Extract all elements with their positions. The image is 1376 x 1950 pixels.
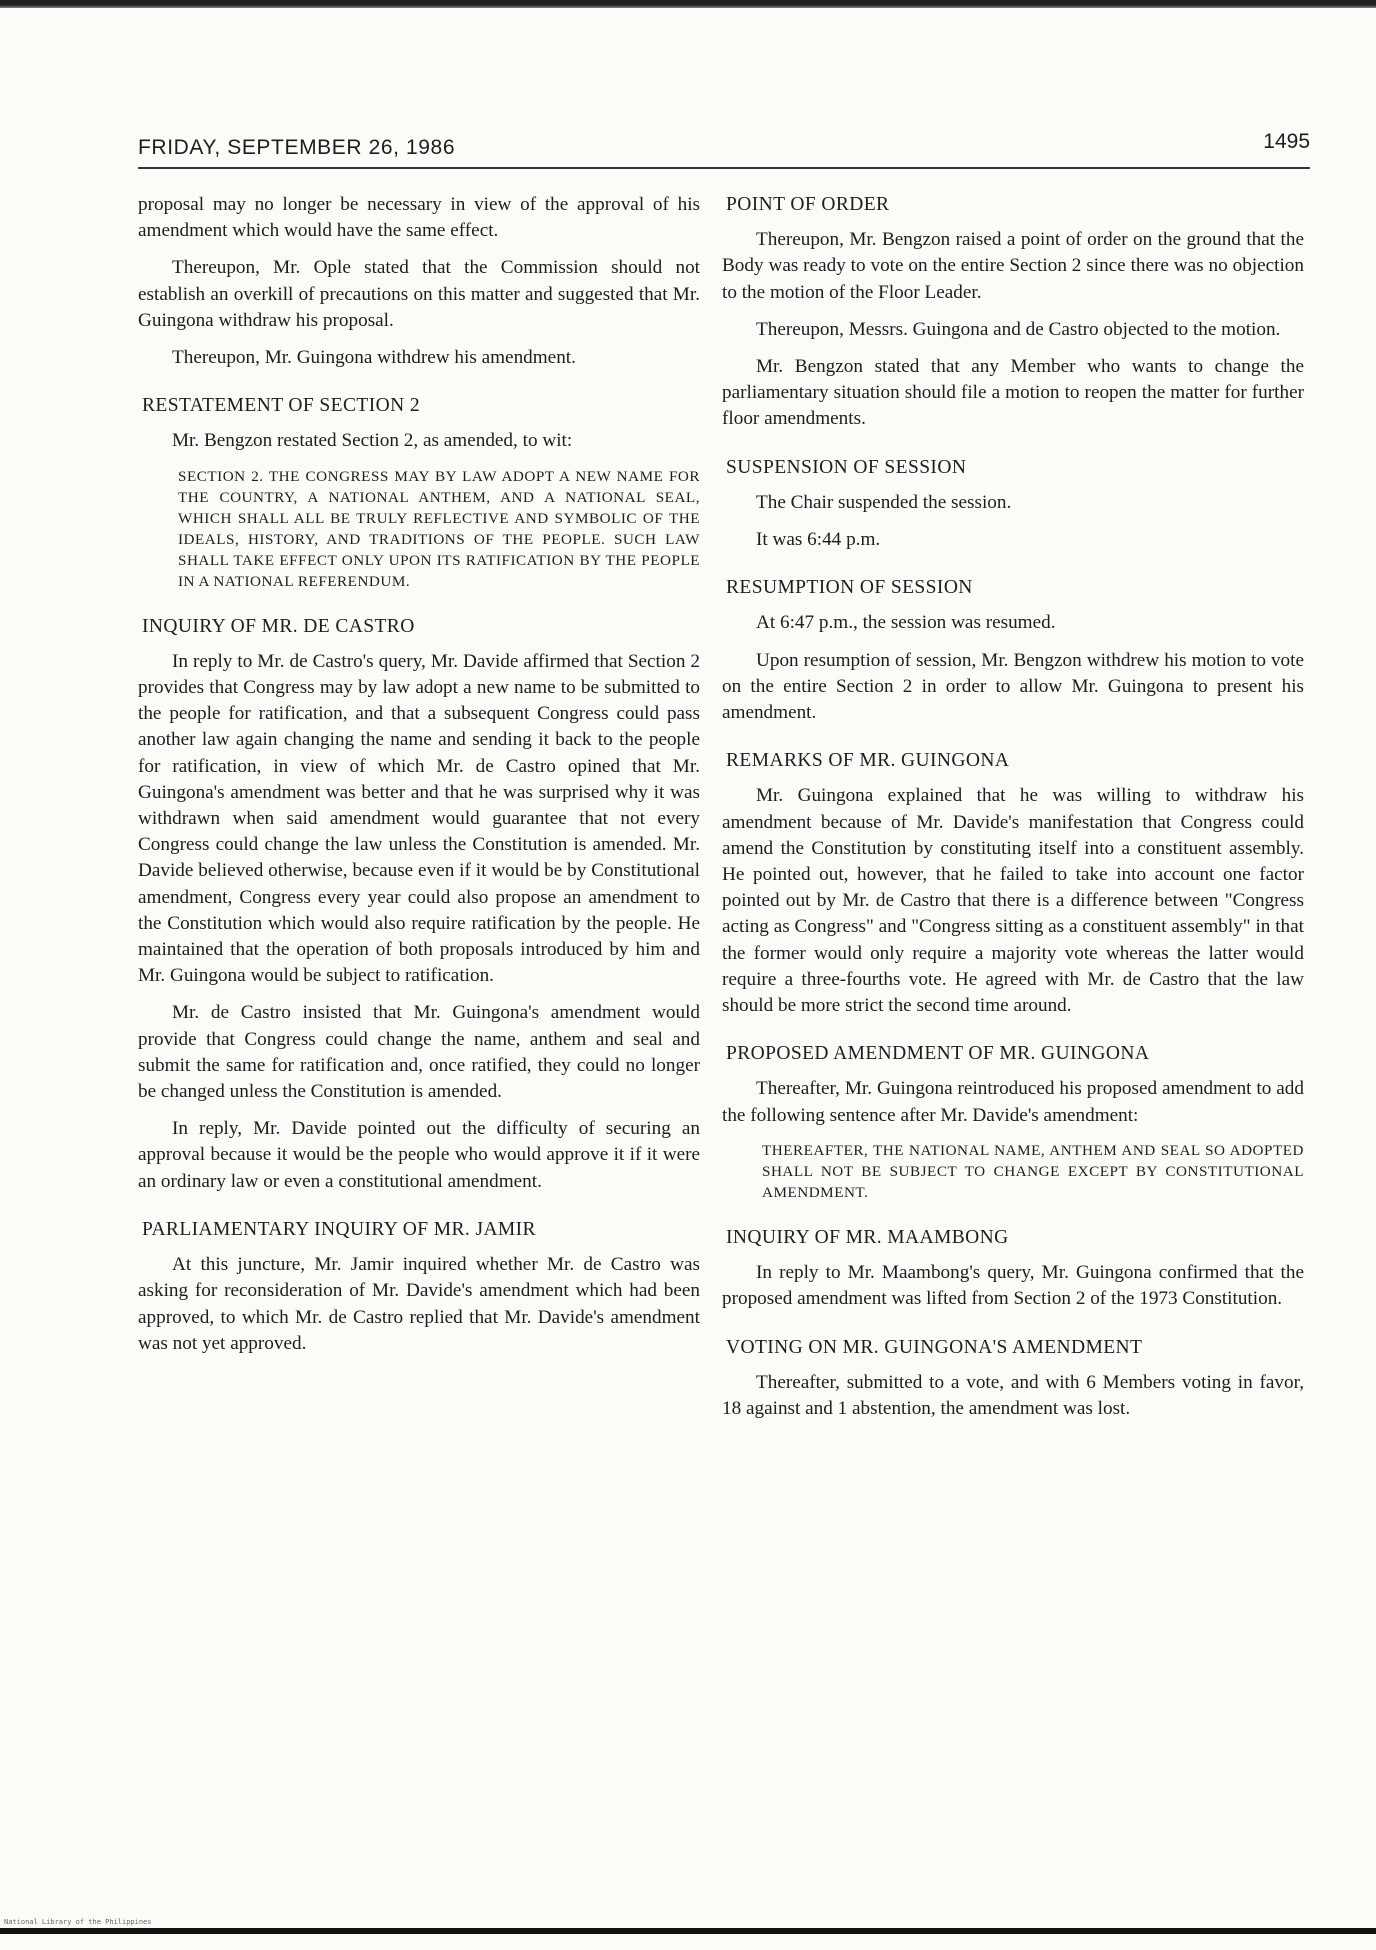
bottom-border [0,1928,1376,1934]
section-heading: INQUIRY OF MR. MAAMBONG [726,1226,1009,1248]
top-border [0,0,1376,8]
section-heading: SUSPENSION OF SESSION [726,456,967,478]
paragraph: In reply to Mr. de Castro's query, Mr. Davide affirmed that Section 2 provides that Congress may by law adopt a new name to be submitted to the people for ratification, and that a subsequent Congress could pass another law again changing the name and sending it back to the people for ratification, in view of which Mr. de Castro opined that Mr. Guingona's amendment was better and that he was surprised why it was withdrawn when said amendment would guarantee that not every Congress could change the law unless the Constitution is amended. Mr. Davide believed otherwise, because even if it would be by Constitutional amendment, Congress every year could also propose an amendment to the Constitution which would also require ratification by the people. He maintained that the operation of both proposals introduced by him and Mr. Guingona would be subject to ratification. [138,650,700,987]
page-number: 1495 [1263,130,1310,153]
section-heading: INQUIRY OF MR. DE CASTRO [142,615,415,637]
paragraph: It was 6:44 p.m. [756,529,881,551]
paragraph: Thereupon, Mr. Bengzon raised a point of order on the ground that the Body was ready to vote on the entire Section 2 since there was no objection to the motion of the Floor Leader. [722,229,1304,303]
section-heading: POINT OF ORDER [726,194,890,215]
header-rule [138,167,1310,169]
section-heading: PARLIAMENTARY INQUIRY OF MR. JAMIR [142,1218,536,1240]
section-heading: REMARKS OF MR. GUINGONA [726,750,1010,772]
paragraph: Thereupon, Mr. Guingona withdrew his amendment. [172,347,576,369]
right-column [722,192,1304,1433]
header-date: FRIDAY, SEPTEMBER 26, 1986 [138,136,456,159]
paragraph: Mr. Bengzon stated that any Member who wants to change the parliamentary situation should file a motion to reopen the matter for further floor amendments. [722,356,1304,430]
paragraph: In reply, Mr. Davide pointed out the difficulty of securing an approval because it would be the people who would approve it if it were an ordinary law or even a constitutional amendment. [138,1118,700,1192]
left-column [138,192,700,1368]
paragraph: Thereupon, Messrs. Guingona and de Castro objected to the motion. [756,318,1281,340]
paragraph: Thereafter, submitted to a vote, and with 6 Members voting in favor, 18 against and 1 abstention, the amendment was lost. [722,1371,1304,1419]
quoted-provision: THEREAFTER, THE NATIONAL NAME, ANTHEM AND SEAL SO ADOPTED SHALL NOT BE SUBJECT TO CHANGE EXCEPT BY CONSTITUTIONAL AMENDMENT. [762,1141,1304,1201]
section-heading: RESTATEMENT OF SECTION 2 [142,395,420,417]
quoted-provision: SECTION 2. THE CONGRESS MAY BY LAW ADOPT A NEW NAME FOR THE COUNTRY, A NATIONAL ANTHEM, AND A NATIONAL SEAL, WHICH SHALL ALL BE TRULY REFLECTIVE AND SYMBOLIC OF THE IDEALS, HISTORY, AND TRADITIONS OF THE PEOPLE. SUCH LAW SHALL TAKE EFFECT ONLY UPON ITS RATIFICATION BY THE PEOPLE IN A NATIONAL REFERENDUM. [178,467,700,590]
page-header [138,130,1310,170]
paragraph: Thereafter, Mr. Guingona reintroduced his proposed amendment to add the following sentence after Mr. Davide's amendment: [722,1078,1304,1126]
paragraph: Mr. Bengzon restated Section 2, as amended, to wit: [172,430,573,452]
section-heading: PROPOSED AMENDMENT OF MR. GUINGONA [726,1043,1150,1065]
paragraph: proposal may no longer be necessary in view of the approval of his amendment which would have the same effect. [138,194,700,242]
paragraph: Mr. de Castro insisted that Mr. Guingona's amendment would provide that Congress could change the name, anthem and seal and submit the same for ratification and, once ratified, they could no longer be changed unless the Constitution is amended. [138,1002,700,1103]
paragraph: Mr. Guingona explained that he was willing to withdraw his amendment because of Mr. Davide's manifestation that Congress could amend the Constitution by constituting itself into a constituent assembly. He pointed out, however, that he failed to take into account one factor pointed out by Mr. de Castro that there is a difference between "Congress acting as Congress" and "Congress sitting as a constituent assembly" in that the former would only require a majority vote whereas the latter would require a three-fourths vote. He agreed with Mr. de Castro that the law should be more strict the second time around. [722,785,1304,1017]
section-heading: RESUMPTION OF SESSION [726,577,973,599]
paragraph: In reply to Mr. Maambong's query, Mr. Guingona confirmed that the proposed amendment was lifted from Section 2 of the 1973 Constitution. [722,1262,1304,1310]
paragraph: At this juncture, Mr. Jamir inquired whether Mr. de Castro was asking for reconsideration of Mr. Davide's amendment which had been approved, to which Mr. de Castro replied that Mr. Davide's amendment was not yet approved. [138,1254,700,1354]
paragraph: Thereupon, Mr. Ople stated that the Commission should not establish an overkill of precautions on this matter and suggested that Mr. Guingona withdraw his proposal. [138,257,700,331]
section-heading: VOTING ON MR. GUINGONA'S AMENDMENT [726,1336,1143,1358]
paragraph: The Chair suspended the session. [756,491,1012,513]
paragraph: Upon resumption of session, Mr. Bengzon withdrew his motion to vote on the entire Section 2 in order to allow Mr. Guingona to present his amendment. [722,649,1304,724]
paragraph: At 6:47 p.m., the session was resumed. [756,612,1056,634]
scan-watermark: National Library of the Philippines [4,1918,152,1926]
